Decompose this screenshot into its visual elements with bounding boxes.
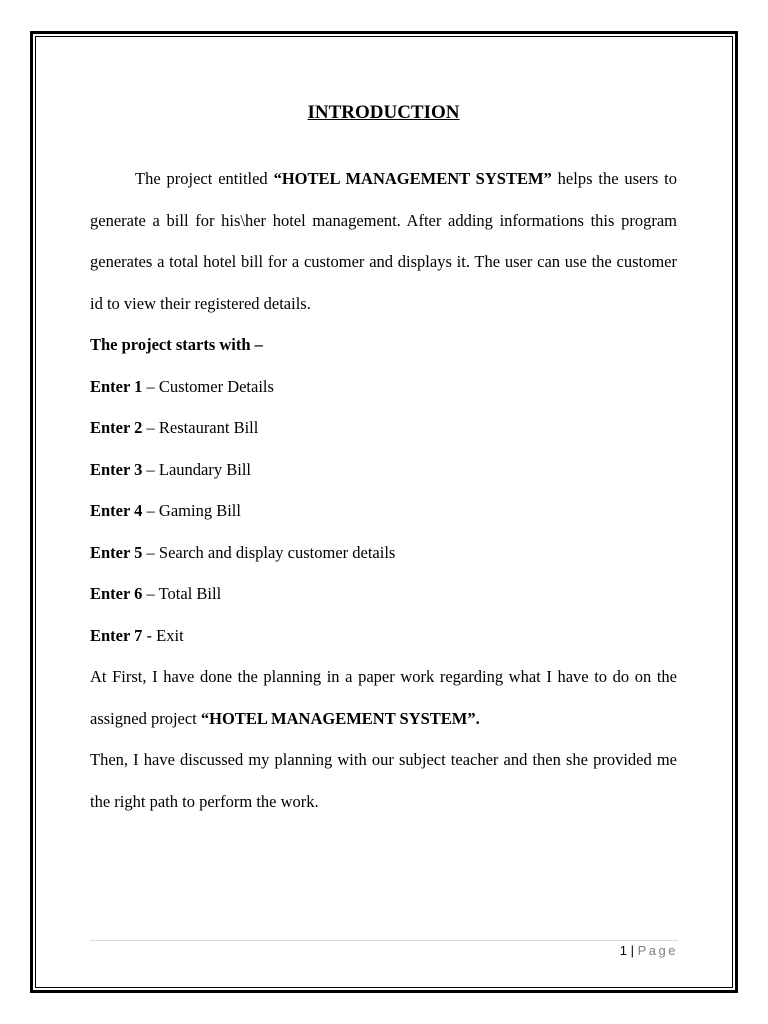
option-line bbox=[90, 532, 677, 574]
option-label: Gaming Bill bbox=[158, 501, 241, 520]
option-label: Restaurant Bill bbox=[158, 418, 259, 437]
planning-project-name: “HOTEL MANAGEMENT SYSTEM”. bbox=[200, 708, 480, 728]
option-key: Enter 1 bbox=[90, 376, 143, 396]
intro-project-name: “HOTEL MANAGEMENT SYSTEM” bbox=[273, 169, 552, 188]
option-separator: - bbox=[142, 625, 157, 645]
option-label: Laundary Bill bbox=[158, 459, 252, 479]
option-line bbox=[90, 490, 677, 532]
option-key: Enter 5 bbox=[90, 542, 143, 562]
option-separator: – bbox=[142, 459, 159, 479]
option-label: Exit bbox=[156, 625, 184, 645]
discussion-paragraph: Then, I have discussed my planning with our subject teacher and then she provided me the right path to perform the work. bbox=[90, 750, 677, 811]
intro-text-start: The project entitled bbox=[135, 169, 274, 188]
option-key: Enter 3 bbox=[90, 459, 143, 479]
option-separator: – bbox=[142, 501, 159, 520]
page-title: INTRODUCTION bbox=[307, 102, 460, 123]
footer-divider bbox=[90, 940, 678, 941]
option-line bbox=[90, 573, 677, 615]
page-number: 1 bbox=[619, 943, 628, 958]
option-key: Enter 7 bbox=[90, 625, 143, 645]
option-line bbox=[90, 449, 677, 491]
option-line bbox=[90, 366, 677, 408]
option-separator: – bbox=[142, 542, 159, 562]
option-label: Customer Details bbox=[158, 376, 274, 396]
option-key: Enter 4 bbox=[90, 501, 143, 520]
intro-paragraph bbox=[90, 158, 677, 324]
option-separator: – bbox=[142, 418, 159, 437]
option-key: Enter 6 bbox=[90, 584, 143, 603]
option-line bbox=[90, 407, 677, 449]
page-footer bbox=[620, 942, 678, 960]
planning-paragraph bbox=[90, 656, 677, 739]
page-separator: | bbox=[627, 943, 638, 958]
option-label: Total Bill bbox=[158, 584, 222, 603]
option-separator: – bbox=[142, 376, 159, 396]
option-label: Search and display customer details bbox=[158, 542, 396, 562]
intro-text-end: helps the users to generate a bill for his\her hotel management. After adding informations this program generates a total hotel bill for a customer and displays it. The user can use the customer id to view their registered details. bbox=[90, 169, 678, 313]
option-separator: – bbox=[142, 584, 159, 603]
page-word: Page bbox=[637, 943, 678, 958]
option-key: Enter 2 bbox=[90, 418, 143, 437]
planning-text: At First, I have done the planning in a paper work regarding what I have to do on the assigned project bbox=[90, 667, 677, 728]
option-line bbox=[90, 615, 677, 657]
starts-with-heading: The project starts with – bbox=[90, 335, 263, 354]
document-body bbox=[90, 98, 677, 822]
